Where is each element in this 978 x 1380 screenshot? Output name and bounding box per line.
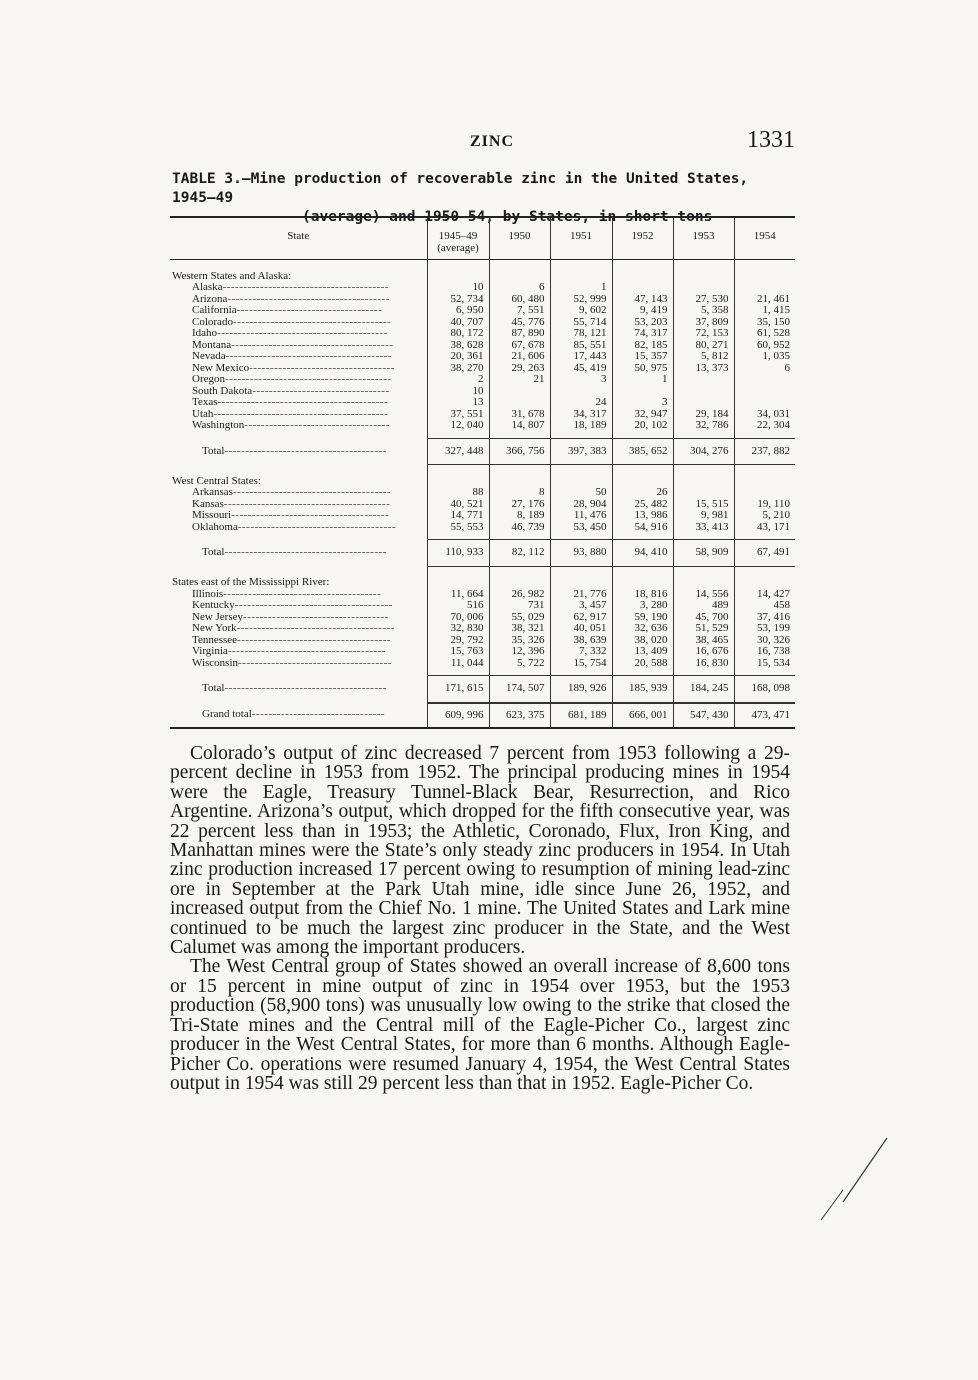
- state-name: South Dakota---------------------------------: [192, 385, 390, 397]
- empty-cell: [427, 566, 489, 589]
- value-cell: 88: [427, 487, 489, 499]
- value-cell: 20, 102: [612, 420, 673, 438]
- value-cell: 85, 551: [550, 340, 612, 352]
- table-row: [170, 522, 795, 540]
- empty-cell: [673, 259, 734, 282]
- value-cell: 74, 317: [612, 328, 673, 340]
- value-cell: 237, 882: [734, 438, 795, 465]
- value-cell: 20, 361: [427, 351, 489, 363]
- value-cell: 8: [489, 487, 550, 499]
- value-cell: 21, 776: [550, 589, 612, 601]
- state-name: Idaho-----------------------------------------: [192, 328, 388, 339]
- value-cell: 489: [673, 600, 734, 612]
- empty-cell: [734, 259, 795, 282]
- table-row: [170, 397, 795, 409]
- value-cell: 2: [427, 374, 489, 386]
- table-row: [170, 363, 795, 375]
- value-cell: 185, 939: [612, 676, 673, 703]
- value-cell: 58, 909: [673, 540, 734, 567]
- state-name: Washington-----------------------------------: [192, 420, 390, 432]
- group-heading-row: [170, 566, 795, 589]
- table-row: [170, 499, 795, 511]
- value-cell: 38, 321: [489, 623, 550, 635]
- table-row: [170, 317, 795, 329]
- value-cell: 623, 375: [489, 703, 550, 729]
- state-name: Colorado--------------------------------------: [192, 316, 392, 328]
- value-cell: 37, 551: [427, 409, 489, 421]
- state-name: Texas-----------------------------------------: [192, 397, 389, 408]
- state-name: New Mexico-----------------------------------: [192, 362, 395, 374]
- value-cell: 13, 986: [612, 510, 673, 522]
- state-name: Kentucky--------------------------------------: [192, 600, 393, 611]
- value-cell: 458: [734, 600, 795, 612]
- value-cell: [550, 386, 612, 398]
- value-cell: 7, 332: [550, 646, 612, 658]
- value-cell: 12, 396: [489, 646, 550, 658]
- value-cell: 51, 529: [673, 623, 734, 635]
- value-cell: 61, 528: [734, 328, 795, 340]
- empty-cell: [427, 465, 489, 488]
- state-name: Oregon----------------------------------------: [192, 374, 392, 385]
- value-cell: 35, 150: [734, 317, 795, 329]
- value-cell: 25, 482: [612, 499, 673, 511]
- value-cell: [734, 386, 795, 398]
- total-label: Grand total--------------------------------: [170, 703, 427, 729]
- group-heading-row: [170, 259, 795, 282]
- value-cell: 15, 763: [427, 646, 489, 658]
- empty-cell: [489, 566, 550, 589]
- value-cell: 22, 304: [734, 420, 795, 438]
- value-cell: 21: [489, 374, 550, 386]
- value-cell: 67, 678: [489, 340, 550, 352]
- value-cell: [612, 386, 673, 398]
- value-cell: 94, 410: [612, 540, 673, 567]
- value-cell: 16, 676: [673, 646, 734, 658]
- value-cell: [673, 487, 734, 499]
- value-cell: 30, 326: [734, 635, 795, 647]
- value-cell: 26, 982: [489, 589, 550, 601]
- value-cell: 60, 480: [489, 294, 550, 306]
- value-cell: 50, 975: [612, 363, 673, 375]
- group-heading: States east of the Mississippi River:: [172, 576, 330, 588]
- state-name: Alaska----------------------------------------: [192, 282, 390, 293]
- value-cell: 40, 521: [427, 499, 489, 511]
- value-cell: 38, 639: [550, 635, 612, 647]
- value-cell: 32, 636: [612, 623, 673, 635]
- value-cell: 32, 947: [612, 409, 673, 421]
- value-cell: 1: [612, 374, 673, 386]
- total-label: Total---------------------------------------: [202, 682, 387, 695]
- value-cell: 20, 588: [612, 658, 673, 676]
- value-cell: 29, 792: [427, 635, 489, 647]
- table-row: [170, 487, 795, 499]
- total-row: [170, 438, 795, 465]
- value-cell: 82, 185: [612, 340, 673, 352]
- empty-cell: [734, 566, 795, 589]
- value-cell: 55, 029: [489, 612, 550, 624]
- value-cell: 12, 040: [427, 420, 489, 438]
- value-cell: 681, 189: [550, 703, 612, 729]
- value-cell: 3: [550, 374, 612, 386]
- value-cell: 93, 880: [550, 540, 612, 567]
- table-row: [170, 589, 795, 601]
- value-cell: 26: [612, 487, 673, 499]
- value-cell: 14, 427: [734, 589, 795, 601]
- value-cell: 13, 373: [673, 363, 734, 375]
- value-cell: 45, 419: [550, 363, 612, 375]
- value-cell: 24: [550, 397, 612, 409]
- table-caption-line-2: (average) and 1950–54, by States, in short tons: [302, 209, 713, 225]
- value-cell: 189, 926: [550, 676, 612, 703]
- value-cell: 15, 534: [734, 658, 795, 676]
- value-cell: 59, 190: [612, 612, 673, 624]
- value-cell: 70, 006: [427, 612, 489, 624]
- value-cell: 16, 738: [734, 646, 795, 658]
- value-cell: 29, 184: [673, 409, 734, 421]
- value-cell: [734, 374, 795, 386]
- value-cell: 47, 143: [612, 294, 673, 306]
- value-cell: 80, 271: [673, 340, 734, 352]
- value-cell: 10: [427, 282, 489, 294]
- value-cell: [673, 282, 734, 294]
- table-row: [170, 612, 795, 624]
- value-cell: 37, 416: [734, 612, 795, 624]
- value-cell: 15, 357: [612, 351, 673, 363]
- table-row: [170, 386, 795, 398]
- table-row: [170, 340, 795, 352]
- value-cell: 366, 756: [489, 438, 550, 465]
- value-cell: 174, 507: [489, 676, 550, 703]
- paragraph-1: Colorado’s output of zinc decreased 7 percent from 1953 following a 29-percent decline in 1953 from 1952. The principal producing mines in 1954 were the Eagle, Treasury Tunnel-Black Bear, Resurrection, and Rico Argentine. Arizona’s output, which dropped for the fifth consecutive year, was 22 percent less than in 1953; the Athletic, Coronado, Flux, Iron King, and Manhattan mines were the State’s only steady zinc producers in 1954. In Utah zinc production increased 17 percent owing to resumption of mining lead-zinc ore in September at the Park Utah mine, idle since June 26, 1952, and increased output from the Chief No. 1 mine. The United States and Lark mine continued to be much the largest zinc producer in the State, and the West Calumet was among the important producers.: [170, 743, 790, 959]
- value-cell: 5, 722: [489, 658, 550, 676]
- value-cell: 14, 771: [427, 510, 489, 522]
- value-cell: 38, 270: [427, 363, 489, 375]
- state-name: Arkansas--------------------------------------: [192, 487, 392, 498]
- value-cell: 11, 664: [427, 589, 489, 601]
- table-row: [170, 305, 795, 317]
- value-cell: 168, 098: [734, 676, 795, 703]
- total-row: [170, 540, 795, 567]
- value-cell: 31, 678: [489, 409, 550, 421]
- running-head: ZINC: [470, 133, 515, 150]
- value-cell: [673, 386, 734, 398]
- table-row: [170, 351, 795, 363]
- column-header-year: 1953: [673, 217, 734, 259]
- column-header-year: 1954: [734, 217, 795, 259]
- table-row: [170, 328, 795, 340]
- table-row: [170, 374, 795, 386]
- value-cell: 32, 786: [673, 420, 734, 438]
- empty-cell: [612, 566, 673, 589]
- group-heading: West Central States:: [172, 474, 261, 487]
- state-name: Virginia--------------------------------------: [192, 646, 387, 657]
- value-cell: 38, 020: [612, 635, 673, 647]
- value-cell: 27, 176: [489, 499, 550, 511]
- state-name: Illinois--------------------------------------: [192, 588, 382, 600]
- empty-cell: [550, 465, 612, 488]
- value-cell: 35, 326: [489, 635, 550, 647]
- value-cell: 1, 415: [734, 305, 795, 317]
- empty-cell: [427, 259, 489, 282]
- value-cell: 27, 530: [673, 294, 734, 306]
- state-name: Tennessee-------------------------------------: [192, 634, 392, 646]
- empty-cell: [612, 259, 673, 282]
- value-cell: 43, 171: [734, 522, 795, 540]
- value-cell: 52, 734: [427, 294, 489, 306]
- value-cell: 13, 409: [612, 646, 673, 658]
- state-name: Montana---------------------------------------: [192, 339, 394, 351]
- empty-cell: [550, 566, 612, 589]
- value-cell: 666, 001: [612, 703, 673, 729]
- page-header: [170, 127, 795, 157]
- value-cell: 6: [734, 363, 795, 375]
- empty-cell: [550, 259, 612, 282]
- table-row: [170, 600, 795, 612]
- value-cell: 9, 981: [673, 510, 734, 522]
- state-name: Nevada----------------------------------------: [192, 351, 393, 362]
- value-cell: 29, 263: [489, 363, 550, 375]
- value-cell: 18, 189: [550, 420, 612, 438]
- table-caption-line-1: TABLE 3.—Mine production of recoverable zinc in the United States, 1945–49: [172, 171, 749, 206]
- value-cell: 80, 172: [427, 328, 489, 340]
- value-cell: 3: [612, 397, 673, 409]
- value-cell: 55, 714: [550, 317, 612, 329]
- value-cell: 5, 812: [673, 351, 734, 363]
- value-cell: 40, 051: [550, 623, 612, 635]
- value-cell: 3, 280: [612, 600, 673, 612]
- table-row: [170, 623, 795, 635]
- value-cell: 15, 754: [550, 658, 612, 676]
- value-cell: 53, 199: [734, 623, 795, 635]
- value-cell: [489, 397, 550, 409]
- value-cell: 37, 809: [673, 317, 734, 329]
- state-name: Oklahoma--------------------------------------: [192, 521, 397, 533]
- value-cell: 34, 031: [734, 409, 795, 421]
- value-cell: 14, 556: [673, 589, 734, 601]
- state-name: Utah------------------------------------------: [192, 408, 389, 420]
- value-cell: 9, 419: [612, 305, 673, 317]
- value-cell: 28, 904: [550, 499, 612, 511]
- value-cell: 8, 189: [489, 510, 550, 522]
- value-cell: 171, 615: [427, 676, 489, 703]
- value-cell: 304, 276: [673, 438, 734, 465]
- group-heading: Western States and Alaska:: [172, 269, 292, 282]
- value-cell: 17, 443: [550, 351, 612, 363]
- value-cell: [673, 397, 734, 409]
- empty-cell: [734, 465, 795, 488]
- pen-mark-icon: [815, 1130, 895, 1230]
- grand-total-row: [170, 703, 795, 729]
- table-row: [170, 294, 795, 306]
- value-cell: 11, 476: [550, 510, 612, 522]
- value-cell: 46, 739: [489, 522, 550, 540]
- table-row: [170, 420, 795, 438]
- value-cell: 45, 700: [673, 612, 734, 624]
- value-cell: 16, 830: [673, 658, 734, 676]
- page-number: 1331: [747, 127, 795, 153]
- value-cell: 327, 448: [427, 438, 489, 465]
- total-label: Total---------------------------------------: [202, 546, 387, 558]
- value-cell: 62, 917: [550, 612, 612, 624]
- table-row: [170, 635, 795, 647]
- value-cell: 87, 890: [489, 328, 550, 340]
- value-cell: 5, 210: [734, 510, 795, 522]
- table-body: [170, 259, 795, 728]
- value-cell: 6, 950: [427, 305, 489, 317]
- value-cell: 53, 203: [612, 317, 673, 329]
- paragraph-2: The West Central group of States showed an overall increase of 8,600 tons or 15 percent in mine output of zinc in 1954 over 1953, but the 1953 production (58,900 tons) was unusually low owing to the strike that closed the Tri-State mines and the Central mill of the Eagle-Picher Co., largest zinc producer in the West Central States, for more than 6 months. Although Eagle-Picher Co. operations were resumed January 4, 1954, the West Central States output in 1954 was still 29 percent less than that in 1952. Eagle-Picher Co.: [170, 956, 790, 1094]
- value-cell: 72, 153: [673, 328, 734, 340]
- value-cell: 7, 551: [489, 305, 550, 317]
- value-cell: 3, 457: [550, 600, 612, 612]
- value-cell: 397, 383: [550, 438, 612, 465]
- value-cell: [612, 282, 673, 294]
- value-cell: 33, 413: [673, 522, 734, 540]
- value-cell: 21, 461: [734, 294, 795, 306]
- value-cell: 14, 807: [489, 420, 550, 438]
- column-header-year: 1950: [489, 217, 550, 259]
- table-row: [170, 646, 795, 658]
- state-name: California-----------------------------------: [192, 305, 383, 316]
- state-name: Kansas----------------------------------------: [192, 498, 391, 510]
- value-cell: 38, 628: [427, 340, 489, 352]
- value-cell: 5, 358: [673, 305, 734, 317]
- state-name: New York--------------------------------------: [192, 623, 395, 634]
- value-cell: 18, 816: [612, 589, 673, 601]
- empty-cell: [489, 465, 550, 488]
- total-row: [170, 676, 795, 703]
- empty-cell: [612, 465, 673, 488]
- value-cell: 10: [427, 386, 489, 398]
- empty-cell: [673, 465, 734, 488]
- table-row: [170, 510, 795, 522]
- value-cell: 516: [427, 600, 489, 612]
- value-cell: 609, 996: [427, 703, 489, 729]
- value-cell: 184, 245: [673, 676, 734, 703]
- table-row: [170, 409, 795, 421]
- value-cell: 731: [489, 600, 550, 612]
- empty-cell: [673, 566, 734, 589]
- value-cell: [734, 282, 795, 294]
- value-cell: 45, 776: [489, 317, 550, 329]
- value-cell: 53, 450: [550, 522, 612, 540]
- value-cell: 11, 044: [427, 658, 489, 676]
- value-cell: 40, 707: [427, 317, 489, 329]
- value-cell: 60, 952: [734, 340, 795, 352]
- value-cell: 473, 471: [734, 703, 795, 729]
- value-cell: 9, 602: [550, 305, 612, 317]
- value-cell: 50: [550, 487, 612, 499]
- value-cell: [673, 374, 734, 386]
- value-cell: 21, 606: [489, 351, 550, 363]
- value-cell: 6: [489, 282, 550, 294]
- value-cell: 78, 121: [550, 328, 612, 340]
- total-label: Total---------------------------------------: [202, 444, 387, 457]
- table-row: [170, 658, 795, 676]
- value-cell: 82, 112: [489, 540, 550, 567]
- group-heading-row: [170, 465, 795, 488]
- column-header-state: State: [170, 217, 427, 259]
- value-cell: 67, 491: [734, 540, 795, 567]
- value-cell: 1, 035: [734, 351, 795, 363]
- value-cell: 1: [550, 282, 612, 294]
- value-cell: 38, 465: [673, 635, 734, 647]
- table-row: [170, 282, 795, 294]
- table-header-row: [170, 217, 795, 259]
- column-header-year: 1952: [612, 217, 673, 259]
- value-cell: 52, 999: [550, 294, 612, 306]
- empty-cell: [489, 259, 550, 282]
- column-header-year: 1945–49 (average): [427, 217, 489, 259]
- value-cell: [489, 386, 550, 398]
- value-cell: 54, 916: [612, 522, 673, 540]
- value-cell: 55, 553: [427, 522, 489, 540]
- value-cell: 15, 515: [673, 499, 734, 511]
- state-name: Missouri--------------------------------------: [192, 510, 390, 521]
- value-cell: 547, 430: [673, 703, 734, 729]
- value-cell: 32, 830: [427, 623, 489, 635]
- value-cell: 34, 317: [550, 409, 612, 421]
- state-name: Wisconsin-------------------------------------: [192, 657, 393, 669]
- value-cell: 385, 652: [612, 438, 673, 465]
- column-header-year: 1951: [550, 217, 612, 259]
- value-cell: [734, 397, 795, 409]
- state-name: Arizona---------------------------------------: [192, 293, 390, 305]
- value-cell: 13: [427, 397, 489, 409]
- zinc-production-table: [170, 216, 795, 729]
- body-text: [170, 744, 790, 1093]
- value-cell: [734, 487, 795, 499]
- state-name: New Jersey-----------------------------------: [192, 611, 389, 623]
- value-cell: 19, 110: [734, 499, 795, 511]
- value-cell: 110, 933: [427, 540, 489, 567]
